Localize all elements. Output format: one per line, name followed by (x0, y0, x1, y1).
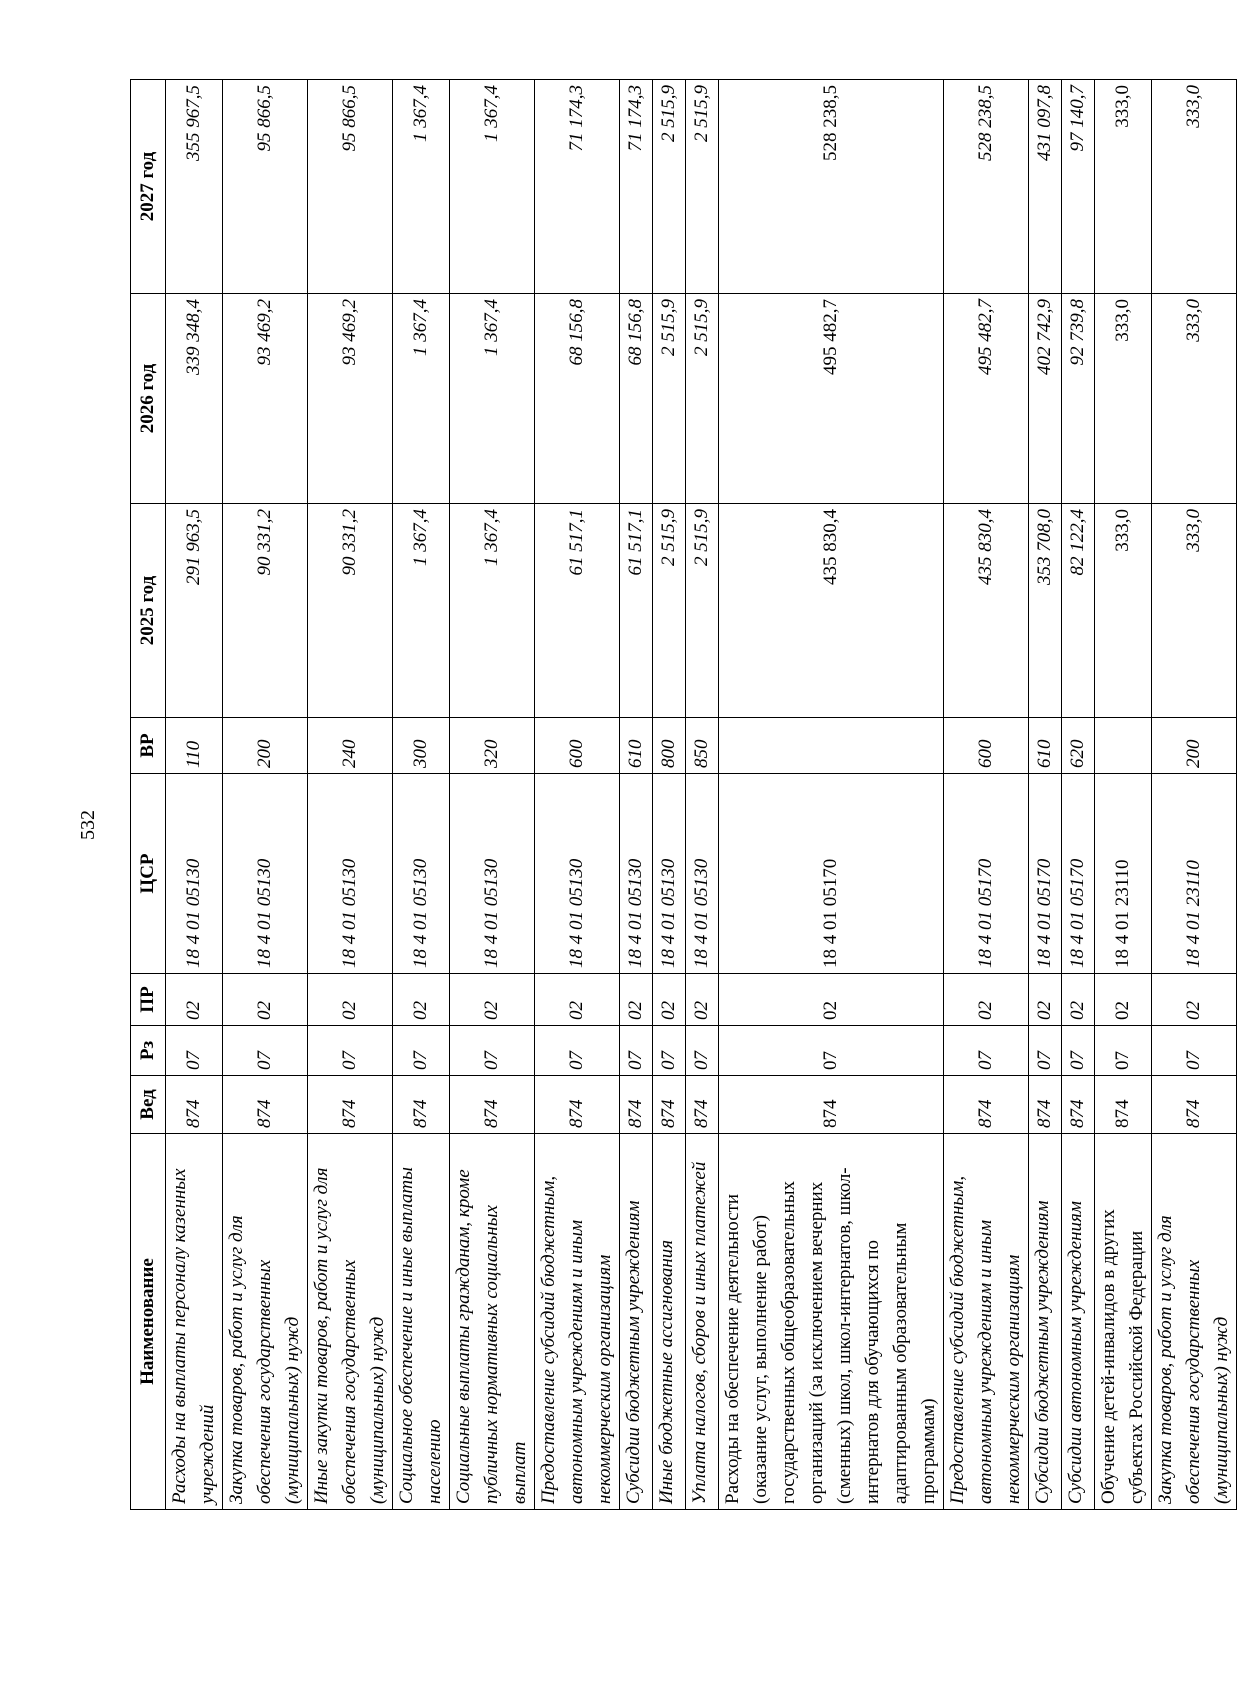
cell-ved: 874 (719, 1076, 944, 1134)
header-csr: ЦСР (131, 774, 166, 974)
cell-rz: 07 (944, 1026, 1029, 1076)
cell-csr: 18 4 01 05130 (653, 774, 686, 974)
cell-2027: 333,0 (1095, 80, 1152, 294)
cell-rz: 07 (166, 1026, 223, 1076)
cell-vr: 610 (1029, 718, 1062, 774)
header-vr: ВР (131, 718, 166, 774)
cell-2025: 291 963,5 (166, 504, 223, 718)
cell-csr: 18 4 01 05170 (1029, 774, 1062, 974)
cell-2027: 431 097,8 (1029, 80, 1062, 294)
cell-2027: 528 238,5 (944, 80, 1029, 294)
table-row (308, 80, 393, 1510)
cell-pr: 02 (653, 974, 686, 1026)
header-rz: Рз (131, 1026, 166, 1076)
cell-2027: 2 515,9 (653, 80, 686, 294)
cell-2025: 90 331,2 (308, 504, 393, 718)
cell-2026: 68 156,8 (535, 294, 620, 504)
cell-ved: 874 (450, 1076, 535, 1134)
cell-name: Иные бюджетные ассигнования (653, 1134, 686, 1510)
cell-ved: 874 (686, 1076, 719, 1134)
cell-pr: 02 (1062, 974, 1095, 1026)
cell-2025: 353 708,0 (1029, 504, 1062, 718)
cell-pr: 02 (686, 974, 719, 1026)
cell-pr: 02 (1029, 974, 1062, 1026)
cell-csr: 18 4 01 05130 (686, 774, 719, 974)
cell-2027: 1 367,4 (393, 80, 450, 294)
cell-ved: 874 (223, 1076, 308, 1134)
cell-name: Закупка товаров, работ и услуг для обеспечения государственных (муниципальных) нужд (223, 1134, 308, 1510)
header-year-2027: 2027 год (131, 80, 166, 294)
cell-vr: 800 (653, 718, 686, 774)
header-row (131, 80, 166, 1510)
table-row (1152, 80, 1237, 1510)
cell-pr: 02 (166, 974, 223, 1026)
cell-2025: 1 367,4 (393, 504, 450, 718)
cell-2026: 92 739,8 (1062, 294, 1095, 504)
header-pr: ПР (131, 974, 166, 1026)
cell-ved: 874 (1095, 1076, 1152, 1134)
cell-2026: 495 482,7 (719, 294, 944, 504)
cell-ved: 874 (393, 1076, 450, 1134)
cell-rz: 07 (1062, 1026, 1095, 1076)
cell-pr: 02 (944, 974, 1029, 1026)
cell-name: Субсидии бюджетным учреждениям (1029, 1134, 1062, 1510)
cell-rz: 07 (450, 1026, 535, 1076)
table-row (393, 80, 450, 1510)
cell-name: Социальные выплаты гражданам, кроме публичных нормативных социальных выплат (450, 1134, 535, 1510)
cell-name: Расходы на выплаты персоналу казенных учреждений (166, 1134, 223, 1510)
cell-rz: 07 (653, 1026, 686, 1076)
header-name: Наименование (131, 1134, 166, 1510)
cell-2025: 333,0 (1095, 504, 1152, 718)
table-row (535, 80, 620, 1510)
table-body (166, 80, 1237, 1510)
cell-vr: 300 (393, 718, 450, 774)
header-year-2026: 2026 год (131, 294, 166, 504)
cell-2026: 333,0 (1095, 294, 1152, 504)
cell-2027: 528 238,5 (719, 80, 944, 294)
cell-ved: 874 (653, 1076, 686, 1134)
cell-2025: 82 122,4 (1062, 504, 1095, 718)
table-row (223, 80, 308, 1510)
cell-name: Социальное обеспечение и иные выплаты населению (393, 1134, 450, 1510)
cell-csr: 18 4 01 05130 (223, 774, 308, 974)
cell-vr: 610 (620, 718, 653, 774)
cell-pr: 02 (450, 974, 535, 1026)
cell-vr: 200 (1152, 718, 1237, 774)
cell-2025: 61 517,1 (620, 504, 653, 718)
cell-name: Субсидии автономным учреждениям (1062, 1134, 1095, 1510)
cell-name: Иные закупки товаров, работ и услуг для обеспечения государственных (муниципальных) нужд (308, 1134, 393, 1510)
cell-rz: 07 (620, 1026, 653, 1076)
cell-2026: 495 482,7 (944, 294, 1029, 504)
cell-vr: 200 (223, 718, 308, 774)
table-row (686, 80, 719, 1510)
cell-csr: 18 4 01 05170 (944, 774, 1029, 974)
cell-name: Предоставление субсидий бюджетным, автономным учреждениям и иным некоммерческим организациям (535, 1134, 620, 1510)
cell-2026: 1 367,4 (393, 294, 450, 504)
cell-pr: 02 (223, 974, 308, 1026)
cell-2026: 93 469,2 (223, 294, 308, 504)
cell-2026: 2 515,9 (686, 294, 719, 504)
cell-csr: 18 4 01 05130 (166, 774, 223, 974)
table-row (1062, 80, 1095, 1510)
cell-2026: 93 469,2 (308, 294, 393, 504)
cell-2027: 2 515,9 (686, 80, 719, 294)
cell-vr: 600 (944, 718, 1029, 774)
cell-vr: 600 (535, 718, 620, 774)
cell-name: Расходы на обеспечение деятельности (оказание услуг, выполнение работ) государственных общеобразовательных организаций (за исключением вечерних (сменных) школ, школ-интернатов, школ-интернатов для обучающихся по адаптированным образовательным программам) (719, 1134, 944, 1510)
cell-csr: 18 4 01 05170 (1062, 774, 1095, 974)
cell-pr: 02 (393, 974, 450, 1026)
cell-rz: 07 (308, 1026, 393, 1076)
table-row (1095, 80, 1152, 1510)
cell-2025: 61 517,1 (535, 504, 620, 718)
cell-2025: 435 830,4 (719, 504, 944, 718)
cell-vr: 850 (686, 718, 719, 774)
table-row (944, 80, 1029, 1510)
header-ved: Вед (131, 1076, 166, 1134)
cell-2025: 435 830,4 (944, 504, 1029, 718)
cell-csr: 18 4 01 05130 (535, 774, 620, 974)
cell-ved: 874 (308, 1076, 393, 1134)
cell-2027: 97 140,7 (1062, 80, 1095, 294)
table-row (719, 80, 944, 1510)
cell-pr: 02 (620, 974, 653, 1026)
cell-name: Предоставление субсидий бюджетным, автономным учреждениям и иным некоммерческим организациям (944, 1134, 1029, 1510)
cell-pr: 02 (1152, 974, 1237, 1026)
cell-name: Уплата налогов, сборов и иных платежей (686, 1134, 719, 1510)
cell-ved: 874 (620, 1076, 653, 1134)
cell-2027: 95 866,5 (308, 80, 393, 294)
cell-csr: 18 4 01 05130 (393, 774, 450, 974)
cell-name: Закупка товаров, работ и услуг для обеспечения государственных (муниципальных) нужд (1152, 1134, 1237, 1510)
cell-vr: 240 (308, 718, 393, 774)
cell-2025: 2 515,9 (686, 504, 719, 718)
cell-name: Субсидии бюджетным учреждениям (620, 1134, 653, 1510)
cell-ved: 874 (1152, 1076, 1237, 1134)
cell-ved: 874 (535, 1076, 620, 1134)
header-year-2025: 2025 год (131, 504, 166, 718)
cell-ved: 874 (944, 1076, 1029, 1134)
cell-name: Обучение детей-инвалидов в других субъектах Российской Федерации (1095, 1134, 1152, 1510)
cell-csr: 18 4 01 05130 (620, 774, 653, 974)
cell-rz: 07 (393, 1026, 450, 1076)
cell-2026: 339 348,4 (166, 294, 223, 504)
cell-2026: 68 156,8 (620, 294, 653, 504)
page-number: 532 (77, 810, 99, 840)
cell-vr: 110 (166, 718, 223, 774)
cell-2025: 90 331,2 (223, 504, 308, 718)
cell-2025: 333,0 (1152, 504, 1237, 718)
cell-csr: 18 4 01 23110 (1152, 774, 1237, 974)
cell-2027: 71 174,3 (620, 80, 653, 294)
cell-rz: 07 (1095, 1026, 1152, 1076)
cell-2027: 71 174,3 (535, 80, 620, 294)
cell-rz: 07 (686, 1026, 719, 1076)
cell-vr: 320 (450, 718, 535, 774)
cell-2026: 402 742,9 (1029, 294, 1062, 504)
cell-rz: 07 (1152, 1026, 1237, 1076)
budget-table (130, 79, 1237, 1510)
table-row (620, 80, 653, 1510)
cell-ved: 874 (1029, 1076, 1062, 1134)
table-row (1029, 80, 1062, 1510)
cell-csr: 18 4 01 05130 (308, 774, 393, 974)
cell-2027: 95 866,5 (223, 80, 308, 294)
cell-2026: 1 367,4 (450, 294, 535, 504)
cell-2026: 2 515,9 (653, 294, 686, 504)
cell-2026: 333,0 (1152, 294, 1237, 504)
cell-ved: 874 (1062, 1076, 1095, 1134)
cell-rz: 07 (223, 1026, 308, 1076)
cell-ved: 874 (166, 1076, 223, 1134)
table-row (166, 80, 223, 1510)
table-row (653, 80, 686, 1510)
cell-rz: 07 (719, 1026, 944, 1076)
cell-vr: 620 (1062, 718, 1095, 774)
cell-2025: 2 515,9 (653, 504, 686, 718)
cell-2027: 333,0 (1152, 80, 1237, 294)
cell-vr (1095, 718, 1152, 774)
cell-2027: 355 967,5 (166, 80, 223, 294)
cell-2025: 1 367,4 (450, 504, 535, 718)
cell-rz: 07 (1029, 1026, 1062, 1076)
cell-csr: 18 4 01 05130 (450, 774, 535, 974)
cell-2027: 1 367,4 (450, 80, 535, 294)
table-row (450, 80, 535, 1510)
cell-pr: 02 (1095, 974, 1152, 1026)
cell-pr: 02 (719, 974, 944, 1026)
cell-csr: 18 4 01 23110 (1095, 774, 1152, 974)
cell-rz: 07 (535, 1026, 620, 1076)
cell-pr: 02 (308, 974, 393, 1026)
cell-csr: 18 4 01 05170 (719, 774, 944, 974)
cell-vr (719, 718, 944, 774)
cell-pr: 02 (535, 974, 620, 1026)
